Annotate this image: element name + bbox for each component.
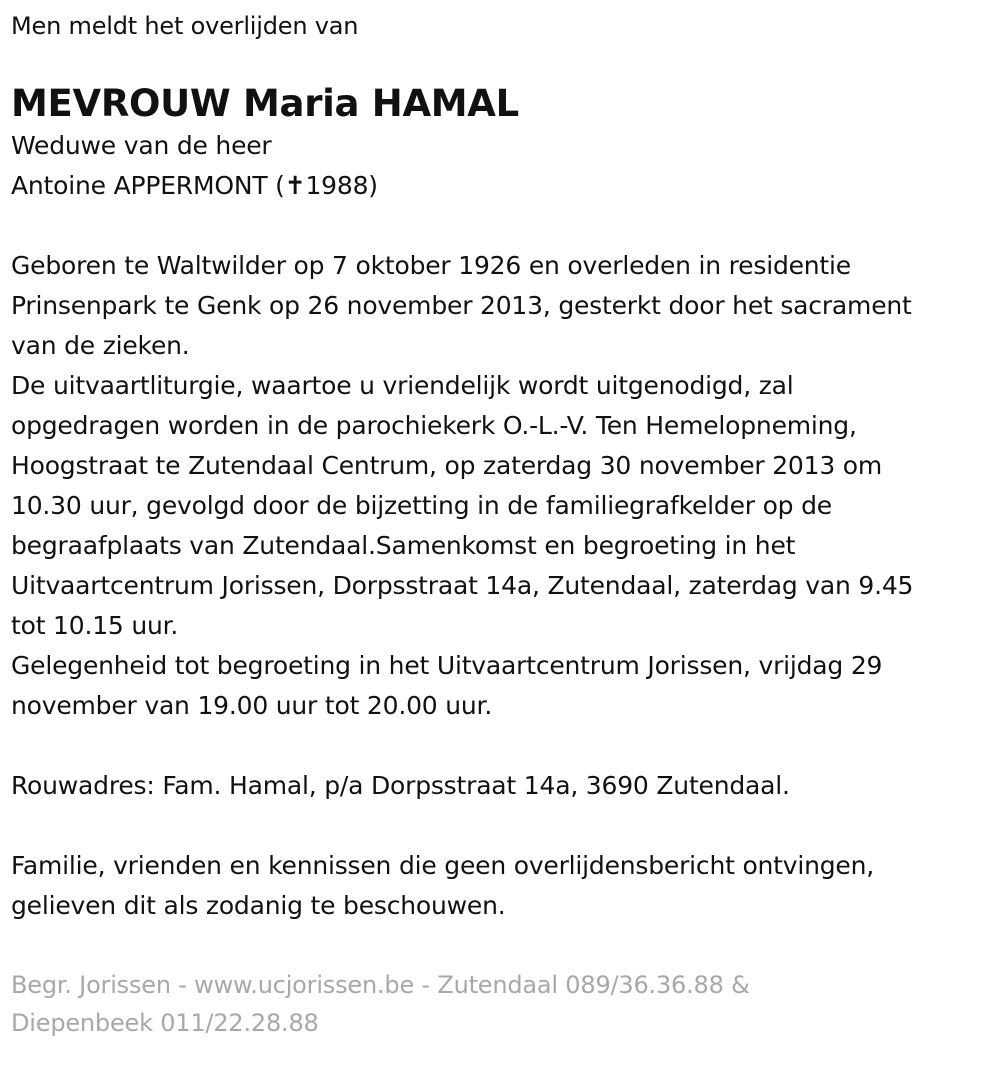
widow-info (11, 126, 991, 206)
body-line: Hoogstraat te Zutendaal Centrum, op zaterdag 30 november 2013 om (11, 451, 883, 480)
intro-text: Men meldt het overlijden van (11, 12, 359, 40)
closing-line: gelieven dit als zodanig te beschouwen. (11, 891, 506, 920)
spacer (11, 726, 991, 766)
footer-line: Begr. Jorissen - www.ucjorissen.be - Zutendaal 089/36.36.88 & (11, 971, 750, 999)
closing-line: Familie, vrienden en kennissen die geen overlijdensbericht ontvingen, (11, 851, 875, 880)
body-line: tot 10.15 uur. (11, 611, 179, 640)
spouse-line: Antoine APPERMONT (✝1988) (11, 171, 378, 200)
funeral-home-footer (11, 966, 991, 1042)
death-notice (11, 6, 991, 1042)
spacer (11, 926, 991, 966)
body-line: Gelegenheid tot begroeting in het Uitvaartcentrum Jorissen, vrijdag 29 (11, 651, 883, 680)
closing-text (11, 846, 991, 926)
widow-line: Weduwe van de heer (11, 131, 272, 160)
body-line: Geboren te Waltwilder op 7 oktober 1926 en overleden in residentie (11, 251, 851, 280)
body-line: De uitvaartliturgie, waartoe u vriendelijk wordt uitgenodigd, zal (11, 371, 794, 400)
spacer (11, 206, 991, 246)
body-line: Uitvaartcentrum Jorissen, Dorpsstraat 14a, Zutendaal, zaterdag van 9.45 (11, 571, 914, 600)
body-line: 10.30 uur, gevolgd door de bijzetting in de familiegrafkelder op de (11, 491, 832, 520)
deceased-name: MEVROUW Maria HAMAL (11, 82, 519, 125)
footer-line: Diepenbeek 011/22.28.88 (11, 1009, 319, 1037)
body-line: Prinsenpark te Genk op 26 november 2013, gesterkt door het sacrament (11, 291, 912, 320)
body-line: november van 19.00 uur tot 20.00 uur. (11, 691, 493, 720)
spacer (11, 806, 991, 846)
body-line: opgedragen worden in de parochiekerk O.-L.-V. Ten Hemelopneming, (11, 411, 857, 440)
notice-body (11, 246, 991, 726)
mourning-address: Rouwadres: Fam. Hamal, p/a Dorpsstraat 14a, 3690 Zutendaal. (11, 771, 790, 800)
body-line: begraafplaats van Zutendaal.Samenkomst en begroeting in het (11, 531, 796, 560)
body-line: van de zieken. (11, 331, 190, 360)
